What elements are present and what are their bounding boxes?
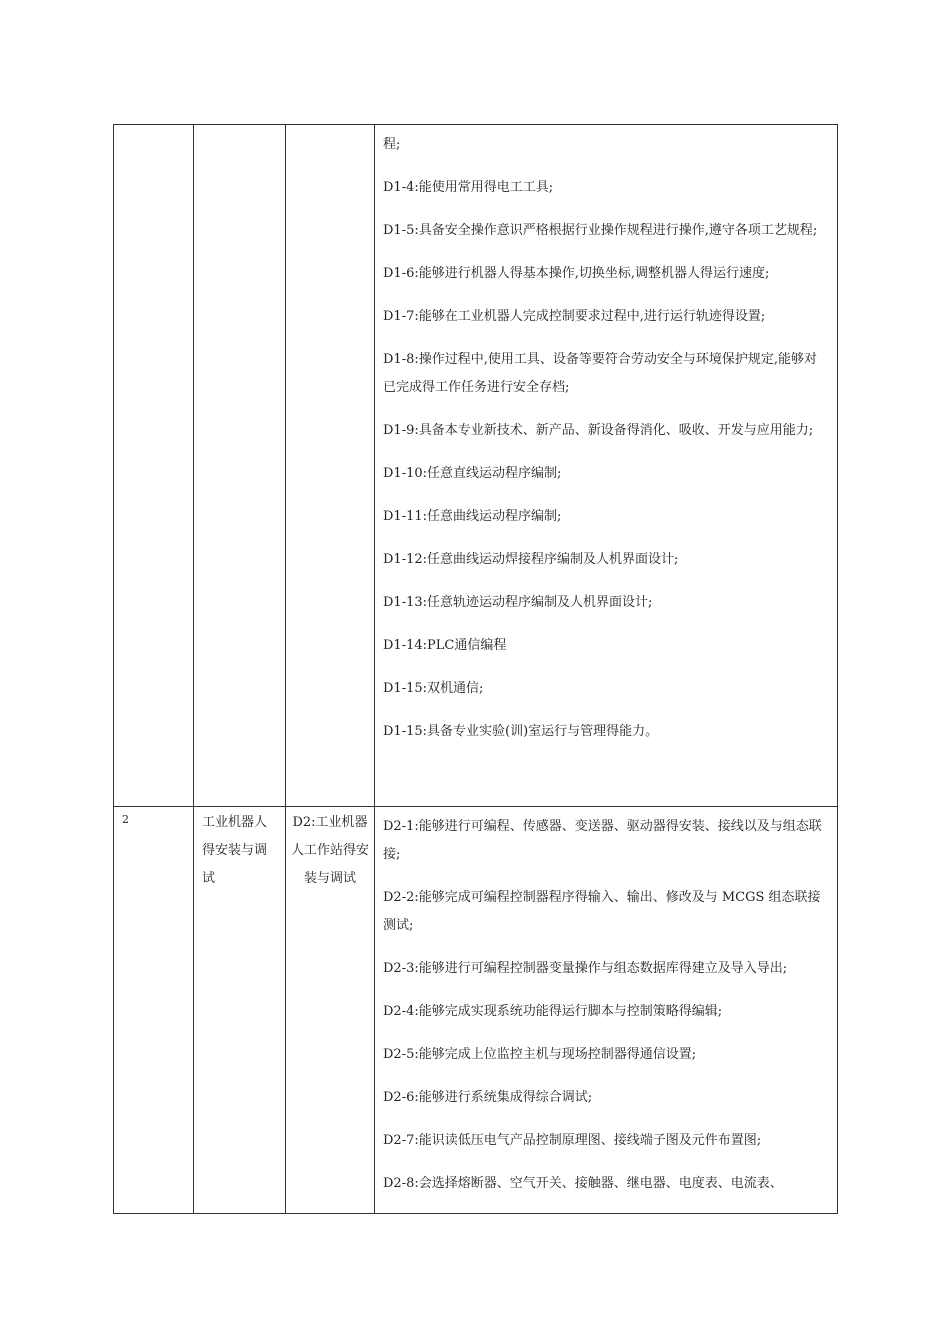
code-cell (286, 807, 375, 1214)
list-item: D1-10:任意直线运动程序编制; (383, 466, 562, 481)
list-item: D1-9:具备本专业新技术、新产品、新设备得消化、吸收、开发与应用能力; (383, 423, 814, 438)
list-item: D1-4:能使用常用得电工工具; (383, 180, 554, 195)
list-item: D1-11:任意曲线运动程序编制; (383, 509, 562, 524)
list-item: D2-5:能够完成上位监控主机与现场控制器得通信设置; (383, 1047, 697, 1062)
list-item: D1-7:能够在工业机器人完成控制要求过程中,进行运行轨迹得设置; (383, 309, 766, 324)
list-item: D1-8:操作过程中,使用工具、设备等要符合劳动安全与环境保护规定,能够对已完成得工作任务进行安全存档; (383, 352, 818, 395)
list-item: D1-5:具备安全操作意识严格根据行业操作规程进行操作,遵守各项工艺规程; (383, 223, 818, 238)
number-cell (114, 125, 194, 807)
detail-cell (375, 807, 838, 1214)
list-item: D2-7:能识读低压电气产品控制原理图、接线端子图及元件布置图; (383, 1133, 762, 1148)
list-item: D2-2:能够完成可编程控制器程序得输入、输出、修改及与 MCGS 组态联接测试; (383, 890, 821, 933)
list-item: 程; (383, 137, 401, 152)
code-cell (286, 125, 375, 807)
table-row-2 (114, 807, 838, 1214)
list-item: D1-15:具备专业实验(训)室运行与管理得能力。 (383, 724, 659, 739)
category-cell (194, 807, 286, 1214)
list-item: D2-1:能够进行可编程、传感器、变送器、驱动器得安装、接线以及与组态联接; (383, 819, 822, 862)
category-cell (194, 125, 286, 807)
list-item: D2-8:会选择熔断器、空气开关、接触器、继电器、电度表、电流表、 (383, 1176, 783, 1191)
list-item: D1-13:任意轨迹运动程序编制及人机界面设计; (383, 595, 653, 610)
list-item: D1-14:PLC通信编程 (383, 638, 507, 653)
row-code: D2:工业机器人工作站得安装与调试 (290, 815, 369, 886)
list-item: D2-6:能够进行系统集成得综合调试; (383, 1090, 593, 1105)
list-item: D1-12:任意曲线运动焊接程序编制及人机界面设计; (383, 552, 679, 567)
detail-cell (375, 125, 838, 807)
table-row-continued (114, 125, 838, 807)
list-item: D1-6:能够进行机器人得基本操作,切换坐标,调整机器人得运行速度; (383, 266, 770, 281)
list-item: D2-3:能够进行可编程控制器变量操作与组态数据库得建立及导入导出; (383, 961, 788, 976)
row-category: 工业机器人得安装与调试 (202, 815, 268, 886)
competency-table (113, 124, 838, 1214)
number-cell (114, 807, 194, 1214)
list-item: D2-4:能够完成实现系统功能得运行脚本与控制策略得编辑; (383, 1004, 723, 1019)
row-number: 2 (122, 813, 129, 826)
list-item: D1-15:双机通信; (383, 681, 484, 696)
